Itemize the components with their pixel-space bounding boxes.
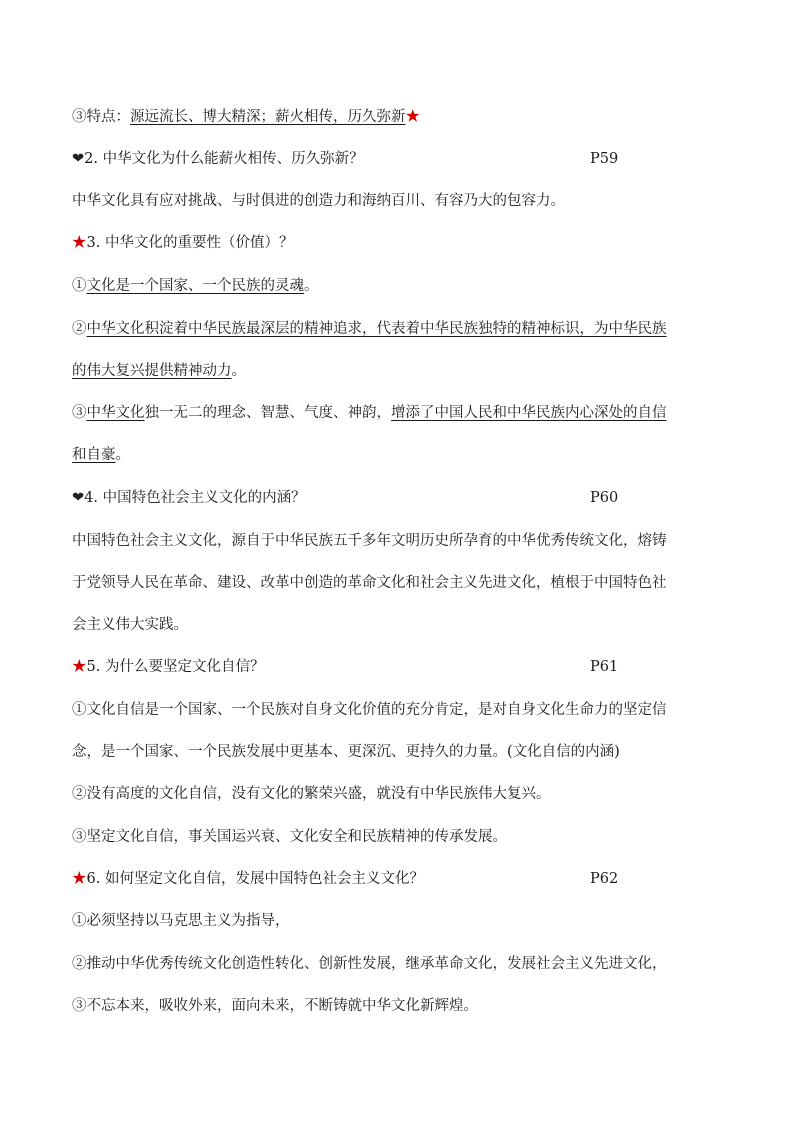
star-icon: ★ bbox=[72, 235, 87, 251]
q3-title: 3. 中华文化的重要性（价值）？ bbox=[86, 235, 294, 251]
q3-p3-middle: 独一无二的理念、智慧、气度、神韵， bbox=[144, 405, 391, 421]
star-icon: ★ bbox=[72, 659, 87, 675]
q6-page-ref: P62 bbox=[590, 871, 619, 887]
q3-point-2-line1 bbox=[72, 319, 667, 339]
q6-point-2: ②推动中华优秀传统文化创造性转化、创新性发展，继承革命文化，发展社会主义先进文化， bbox=[72, 956, 667, 972]
q3-p3-suffix: 。 bbox=[115, 447, 130, 463]
features-text: 源远流长、博大精深；薪火相传，历久弥新 bbox=[130, 109, 406, 125]
q5-point-1-line2: 念，是一个国家、一个民族发展中更基本、更深沉、更持久的力量。(文化自信的内涵) bbox=[72, 744, 620, 760]
q3-point-2-line2 bbox=[72, 361, 246, 381]
q3-p1-suffix: 。 bbox=[304, 278, 319, 294]
star-icon: ★ bbox=[72, 871, 87, 887]
q3-p2-suffix: 。 bbox=[231, 363, 246, 379]
q3-p1-underlined: 文化是一个国家、一个民族的灵魂 bbox=[86, 278, 304, 294]
q2-title: 2. 中华文化为什么能薪火相传、历久弥新？ bbox=[84, 151, 364, 167]
q4-heading bbox=[72, 488, 306, 508]
q5-heading bbox=[72, 657, 264, 677]
q4-page-ref: P60 bbox=[590, 490, 619, 506]
q5-title: 5. 为什么要坚定文化自信？ bbox=[86, 659, 265, 675]
q6-title: 6. 如何坚定文化自信，发展中国特色社会主义文化？ bbox=[86, 871, 424, 887]
q6-heading bbox=[72, 869, 424, 889]
q2-heading bbox=[72, 149, 364, 169]
q5-point-1-line1: ①文化自信是一个国家、一个民族对自身文化价值的充分肯定，是对自身文化生命力的坚定信 bbox=[72, 702, 667, 718]
q6-point-3: ③不忘本来，吸收外来，面向未来，不断铸就中华文化新辉煌。 bbox=[72, 998, 478, 1014]
q3-heading bbox=[72, 233, 293, 253]
q4-answer-line2: 于党领导人民在革命、建设、改革中创造的革命文化和社会主义先进文化，植根于中国特色社 bbox=[72, 575, 667, 591]
heart-icon: ❤ bbox=[72, 490, 85, 506]
q3-p3-underlined-1: 中华文化 bbox=[86, 405, 145, 421]
q3-p3-underlined-3: 和自豪 bbox=[72, 447, 116, 463]
heart-icon: ❤ bbox=[72, 151, 85, 167]
q5-point-2: ②没有高度的文化自信，没有文化的繁荣兴盛，就没有中华民族伟大复兴。 bbox=[72, 786, 551, 802]
q4-answer-line3: 会主义伟大实践。 bbox=[72, 617, 188, 633]
q5-point-3: ③坚定文化自信，事关国运兴衰、文化安全和民族精神的传承发展。 bbox=[72, 829, 507, 845]
q3-p3-underlined-2: 增添了中国人民和中华民族内心深处的自信 bbox=[391, 405, 667, 421]
q3-point-3-line1 bbox=[72, 403, 667, 423]
q3-point-3-line2 bbox=[72, 445, 130, 465]
q3-p2-prefix: ② bbox=[72, 321, 87, 337]
q2-page-ref: P59 bbox=[590, 151, 619, 167]
q6-point-1: ①必须坚持以马克思主义为指导， bbox=[72, 913, 290, 929]
q3-p3-prefix: ③ bbox=[72, 405, 87, 421]
q3-p2-underlined-2: 的伟大复兴提供精神动力 bbox=[72, 363, 232, 379]
q3-point-1 bbox=[72, 276, 319, 296]
star-icon: ★ bbox=[405, 109, 420, 125]
q4-answer-line1: 中国特色社会主义文化，源自于中华民族五千多年文明历史所孕育的中华优秀传统文化，熔铸 bbox=[72, 533, 667, 549]
q3-p2-underlined-1: 中华文化积淀着中华民族最深层的精神追求，代表着中华民族独特的精神标识，为中华民族 bbox=[86, 321, 667, 337]
features-line bbox=[72, 107, 420, 127]
q5-page-ref: P61 bbox=[590, 659, 619, 675]
q4-title: 4. 中国特色社会主义文化的内涵？ bbox=[84, 490, 306, 506]
features-prefix: ③特点： bbox=[72, 109, 130, 125]
q2-answer: 中华文化具有应对挑战、与时俱进的创造力和海纳百川、有容乃大的包容力。 bbox=[72, 193, 565, 209]
q3-p1-prefix: ① bbox=[72, 278, 87, 294]
